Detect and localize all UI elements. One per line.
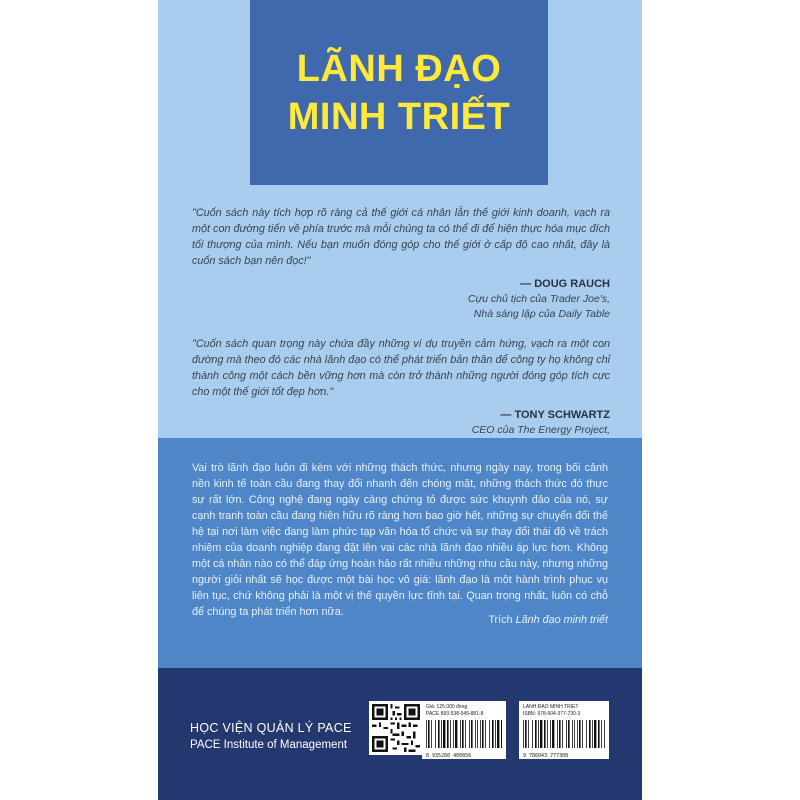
quote-author: — TONY SCHWARTZ	[500, 409, 610, 421]
excerpt-source	[488, 614, 608, 626]
quote-author: — DOUG RAUCH	[520, 278, 610, 290]
publisher	[190, 720, 352, 753]
publisher-name-vn: HỌC VIỆN QUẢN LÝ PACE	[190, 721, 352, 735]
endorsement-1	[192, 205, 610, 322]
excerpt-text: Vai trò lãnh đạo luôn đi kèm với những thách thức, nhưng ngày nay, trong bối cảnh nền kinh tế toàn cầu đang thay đổi nhanh đến chóng mặt, những thách thức đó thực sự rất lớn. Công nghệ đang ngày càng chứng tỏ được sức khuynh đảo của nó, sự cạnh tranh toàn cầu đang hiện hữu rõ ràng hơn bao giờ hết, những sự chuyển đổi thế hệ tại nơi làm việc đang làm phức tạp văn hóa tổ chức và sự thay đổi thái độ về trách nhiệm của doanh nghiệp đang đặt lên vai các nhà lãnh đạo nhiều áp lực hơn. Không một cá nhân nào có thể đáp ứng hoàn hảo rất nhiều những nhu cầu này, nhưng những người giỏi nhất sẽ học được một bài học vô giá: lãnh đạo là một hành trình phục vụ liên tục, chứ không phải là một vị thế quyền lực tĩnh tại. Quan trọng nhất, luôn có chỗ để chúng ta phát triển hơn nữa.	[192, 462, 608, 618]
quote-text: "Cuốn sách quan trọng này chứa đầy những ví dụ truyền cảm hứng, vạch ra một con đường mà theo đó các nhà lãnh đạo có thể phát triển bản thân để công ty họ không chỉ thành công một cách bền vững hơn mà còn trở thành những người đóng góp tích cực cho một thế giới tốt đẹp hơn."	[192, 338, 610, 398]
endorsement-2	[192, 336, 610, 453]
isbn-label: ISBN: 978-604-377-730-3	[523, 711, 581, 717]
excerpt-source-prefix: Trích	[488, 614, 516, 626]
quote-role: Cựu chủ tịch của Trader Joe's,	[467, 293, 610, 305]
footer-band	[158, 668, 642, 800]
price-barcode	[422, 701, 506, 759]
book-name-label: LÃNH ĐẠO MINH TRIẾT	[523, 704, 579, 710]
excerpt-box	[158, 438, 642, 668]
isbn-barcode	[519, 701, 609, 759]
back-cover	[158, 0, 642, 800]
qr-code	[369, 701, 423, 755]
qr-code-icon	[372, 704, 420, 752]
title-line-2: MINH TRIẾT	[287, 95, 511, 138]
publisher-name-en: PACE Institute of Management	[190, 739, 348, 751]
quote-text: "Cuốn sách này tích hợp rõ ràng cả thế giới cá nhân lẫn thế giới kinh doanh, vạch ra một con đường tiến về phía trước mà mỗi chúng ta có thể đi để hiện thực hóa mục đích tối thượng của mình. Nếu bạn muốn đóng góp cho thế giới ở cấp độ cao nhất, đây là cuốn sách bạn nên đọc!"	[192, 207, 610, 267]
endorsements	[192, 205, 610, 453]
title-box	[250, 0, 548, 185]
price-label: Giá: 125.000 đồng	[426, 704, 468, 710]
isbn-label: PACE 893-538-545-881-8	[426, 711, 484, 717]
barcode-icon	[523, 720, 605, 748]
barcode-digits: 9 786043 777308	[523, 753, 569, 759]
excerpt-source-title: Lãnh đạo minh triết	[515, 614, 608, 626]
quote-role: Nhà sáng lập của Daily Table	[473, 308, 610, 320]
title-line-1: LÃNH ĐẠO	[296, 47, 502, 90]
barcode-digits: 8 935280 400856	[426, 753, 472, 759]
barcode-icon	[426, 720, 502, 748]
quote-role: CEO của The Energy Project,	[471, 424, 610, 436]
